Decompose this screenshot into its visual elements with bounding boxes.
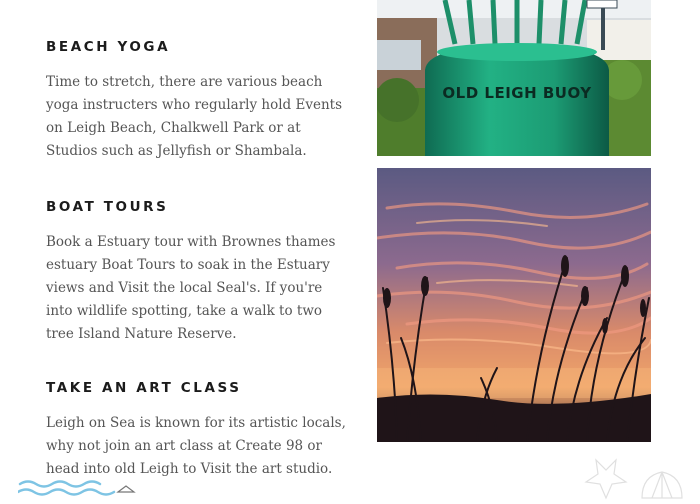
buoy-sign-text: OLD LEIGH BUOY [442,84,592,102]
section-body: Time to stretch, there are various beach yoga instructers who regularly hold Events on Leigh Beach, Chalkwell Park or at Studios such as Jellyfish or Shambala. [46,74,342,159]
sunset-photo [377,168,651,442]
section-body: Book a Estuary tour with Brownes thames estuary Boat Tours to soak in the Estuary views and Visit the local Seal's. If you're into wildlife spotting, take a walk to two tree Island Nature Reserve. [46,234,336,342]
shells-decoration-icon [576,458,700,504]
buoy-photo [377,0,651,156]
section-beach-yoga [46,39,346,163]
waves-decoration-icon [18,478,148,504]
section-heading: TAKE AN ART CLASS [46,380,242,396]
section-boat-tours [46,199,346,346]
section-art-class [46,380,346,481]
section-heading: BOAT TOURS [46,199,169,215]
section-body: Leigh on Sea is known for its artistic locals, why not join an art class at Create 98 or head into old Leigh to Visit the art studio. [46,415,346,477]
section-heading: BEACH YOGA [46,39,171,55]
